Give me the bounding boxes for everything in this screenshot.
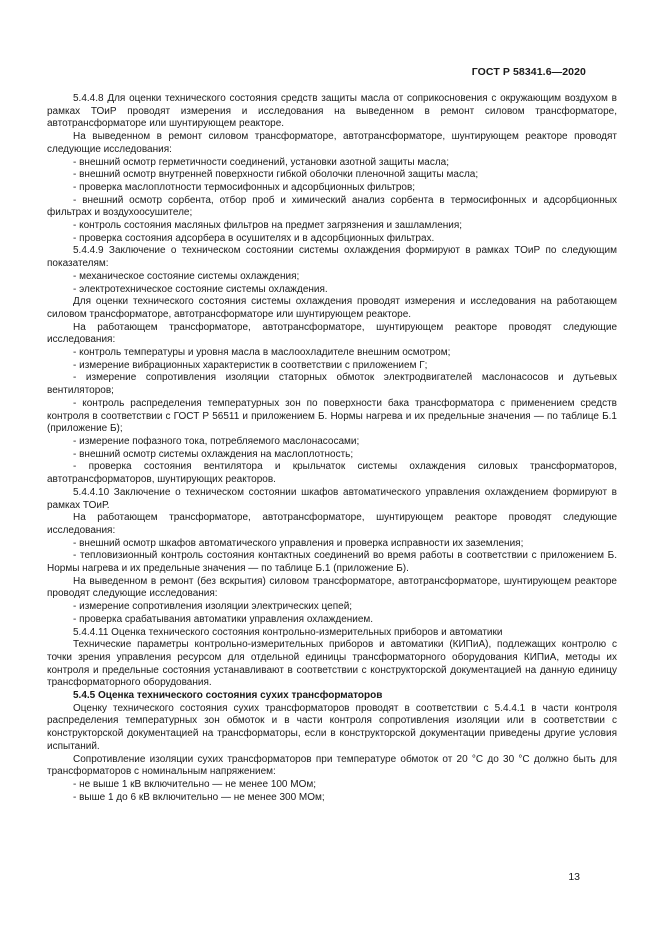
list-item: - контроль распределения температурных зон по поверхности бака трансформатора с применением средств контроля в соответствии с ГОСТ Р 56511 и приложением Б. Нормы нагрева и их предельные значения — по таблице Б.1 (приложение Б); [47, 397, 617, 435]
section-heading: 5.4.5 Оценка технического состояния сухих трансформаторов [73, 690, 383, 702]
list-item: - внешний осмотр внутренней поверхности гибкой оболочки пленочной защиты масла; [73, 169, 479, 181]
paragraph: 5.4.4.9 Заключение о техническом состоянии системы охлаждения формируют в рамках ТОиР по следующим показателям: [47, 245, 617, 270]
paragraph: Для оценки технического состояния системы охлаждения проводят измерения и исследования на работающем силовом трансформаторе, автотрансформаторе или шунтирующем реакторе. [47, 296, 617, 320]
list-item: - измерение пофазного тока, потребляемого маслонасосами; [73, 435, 360, 447]
paragraph: На выведенном в ремонт (без вскрытия) силовом трансформаторе, автотрансформаторе, шунтирующем реакторе проводят следующие исследования: [47, 575, 617, 600]
list-item: - тепловизионный контроль состояния контактных соединений во время работы в соответствии с приложением Б. Нормы нагрева и их предельные значения — по таблице Б.1 (приложение Б). [47, 550, 617, 575]
list-item: - контроль состояния масляных фильтров на предмет загрязнения и зашламления; [73, 220, 463, 232]
list-item: - внешний осмотр герметичности соединений, установки азотной защиты масла; [73, 156, 449, 168]
list-item: - контроль температуры и уровня масла в маслоохладителе внешним осмотром; [73, 347, 451, 359]
list-item: - внешний осмотр сорбента, отбор проб и химический анализ сорбента в термосифонных и адсорбционных фильтрах и воздухоосушителе; [47, 194, 617, 219]
list-item: - внешний осмотр системы охлаждения на маслоплотность; [73, 448, 354, 460]
list-item: - проверка маслоплотности термосифонных и адсорбционных фильтров; [73, 181, 416, 193]
list-item: - проверка состояния адсорбера в осушителях и в адсорбционных фильтрах. [73, 232, 435, 244]
list-item: - проверка состояния вентилятора и крыльчаток системы охлаждения силовых трансформаторов, автотрансформаторов, шунтирующих реакторов. [47, 461, 617, 486]
list-item: - электротехническое состояние системы охлаждения. [73, 283, 328, 295]
paragraph: На выведенном в ремонт силовом трансформаторе, автотрансформаторе, шунтирующем реакторе проводят следующие исследования: [47, 131, 617, 155]
list-item: - не выше 1 кВ включительно — не менее 100 МОм; [73, 778, 317, 790]
list-item: - внешний осмотр шкафов автоматического управления и проверка исправности их заземления; [73, 537, 524, 549]
paragraph: На работающем трансформаторе, автотрансформаторе, шунтирующем реакторе проводят следующие исследования: [47, 321, 617, 346]
page-number: 13 [568, 871, 580, 883]
list-item: - выше 1 до 6 кВ включительно — не менее 300 МОм; [73, 791, 325, 803]
document-body [47, 93, 617, 804]
paragraph: На работающем трансформаторе, автотрансформаторе, шунтирующем реакторе проводят следующие исследования: [47, 512, 617, 536]
list-item: - измерение вибрационных характеристик в соответствии с приложением Г; [73, 359, 428, 371]
list-item: - проверка срабатывания автоматики управления охлаждением. [73, 613, 374, 625]
paragraph: 5.4.4.8 Для оценки технического состояния средств защиты масла от соприкосновения с окружающим воздухом в рамках ТОиР проводят измерения и исследования на выведенном в ремонт силовом трансформаторе, автотрансформаторе или шунтирующем реакторе. [47, 93, 617, 130]
list-item: - измерение сопротивления изоляции электрических цепей; [73, 601, 353, 613]
paragraph: 5.4.4.10 Заключение о техническом состоянии шкафов автоматического управления охлаждением формируют в рамках ТОиР. [47, 486, 617, 511]
paragraph: Технические параметры контрольно-измерительных приборов и автоматики (КИПиА), подлежащих контролю с точки зрения управления ресурсом для отдельной единицы трансформаторного оборудования КИПиА, методы их контроля и предельные состояния устанавливают в соответствии с конструкторской документацией на данную единицу трансформаторного оборудования. [47, 639, 617, 689]
list-item: - измерение сопротивления изоляции статорных обмоток электродвигателей маслонасосов и дутьевых вентиляторов; [47, 372, 617, 397]
document-header: ГОСТ Р 58341.6—2020 [471, 66, 586, 78]
paragraph: Сопротивление изоляции сухих трансформаторов при температуре обмоток от 20 °С до 30 °С должно быть для трансформаторов с номинальным напряжением: [47, 753, 617, 778]
list-item: - механическое состояние системы охлаждения; [73, 270, 300, 282]
paragraph: Оценку технического состояния сухих трансформаторов проводят в соответствии с 5.4.4.1 в части контроля распределения температурных зон обмоток и в части контроля сопротивления изоляции или в соответствии с конструкторской документацией на трансформаторы, если в конструкторской документации приведены другие условия испытаний. [47, 702, 617, 752]
paragraph: 5.4.4.11 Оценка технического состояния контрольно-измерительных приборов и автоматики [73, 626, 503, 638]
